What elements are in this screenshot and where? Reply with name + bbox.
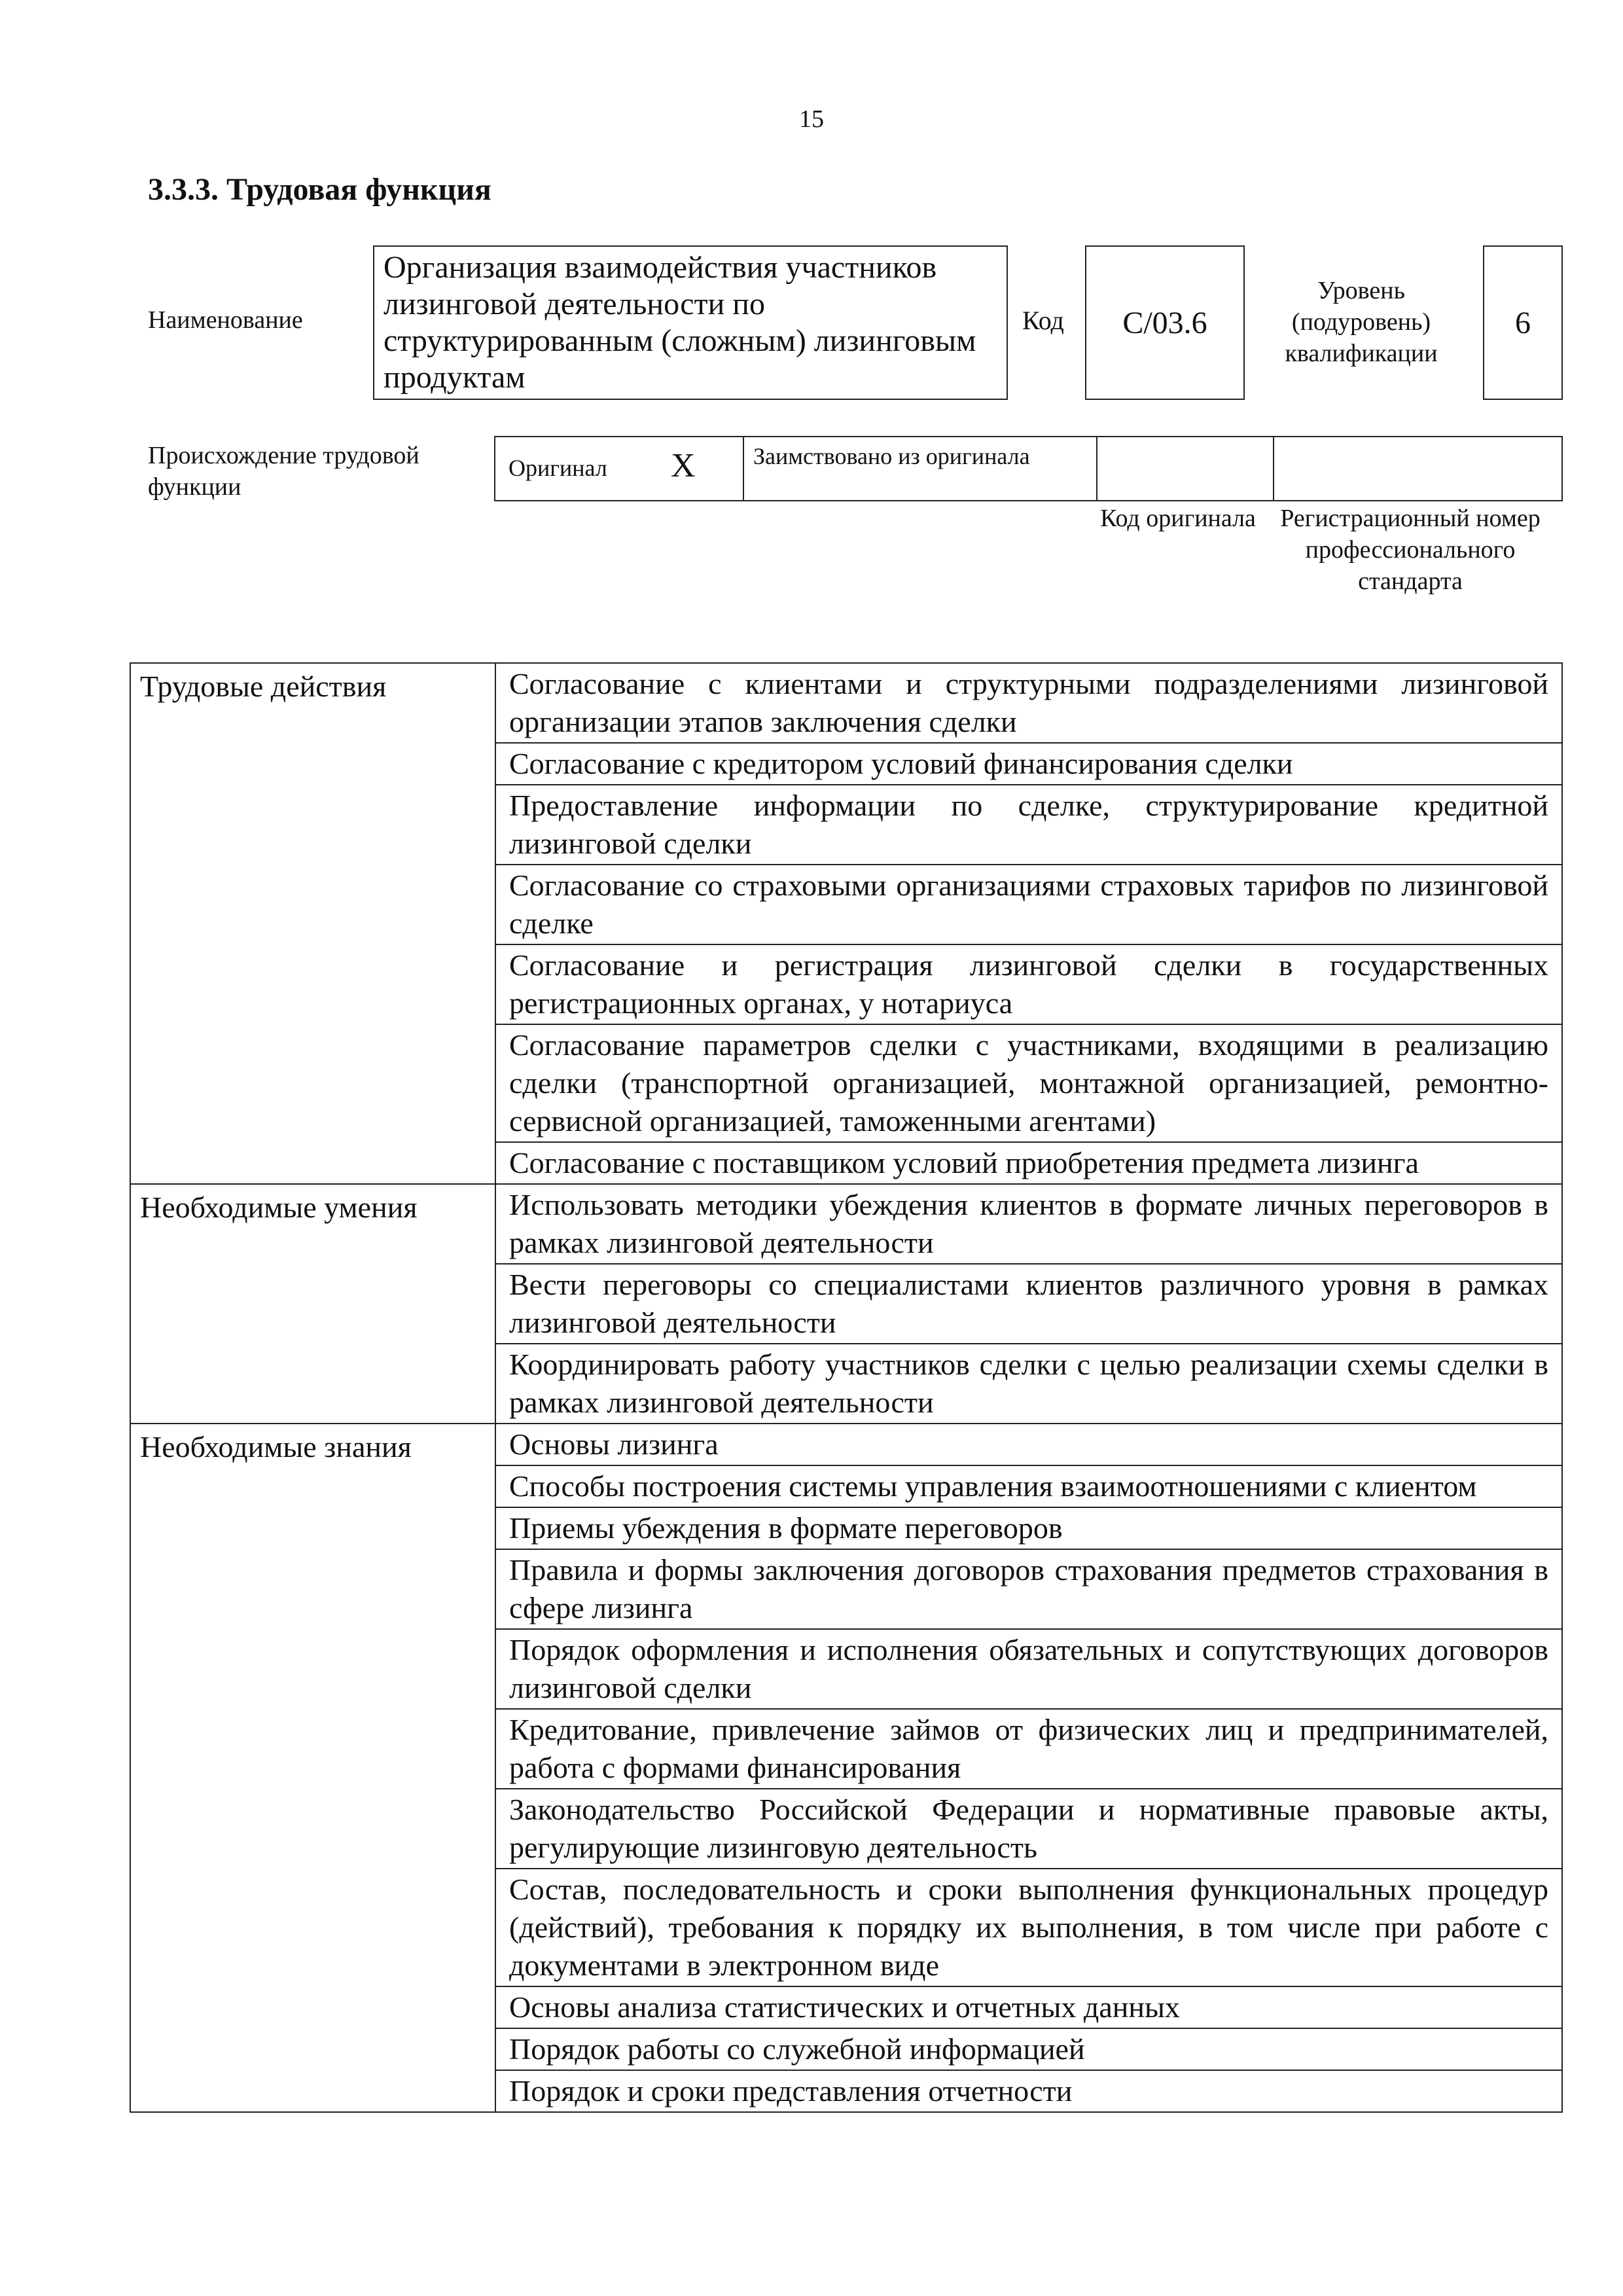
table-cell: Согласование и регистрация лизинговой сделки в государственных регистрационных органах, у нотариуса bbox=[495, 944, 1562, 1024]
origin-original-cell bbox=[495, 437, 744, 500]
table-cell: Согласование с кредитором условий финансирования сделки bbox=[495, 743, 1562, 785]
table-cell: Координировать работу участников сделки с целью реализации схемы сделки в рамках лизинговой деятельности bbox=[495, 1344, 1562, 1424]
origin-label: Происхождение трудовой функции bbox=[148, 442, 419, 501]
category-knowledge: Необходимые знания bbox=[130, 1424, 495, 2112]
table-cell: Основы лизинга bbox=[495, 1424, 1562, 1465]
table-row bbox=[130, 1424, 1562, 1465]
table-cell: Порядок оформления и исполнения обязательных и сопутствующих договоров лизинговой сделки bbox=[495, 1629, 1562, 1709]
category-skills: Необходимые умения bbox=[130, 1184, 495, 1424]
original-mark: X bbox=[671, 447, 696, 484]
table-cell: Согласование со страховыми организациями страховых тарифов по лизинговой сделке bbox=[495, 865, 1562, 944]
table-cell: Кредитование, привлечение займов от физических лиц и предпринимателей, работа с формами финансирования bbox=[495, 1709, 1562, 1789]
table-cell: Вести переговоры со специалистами клиентов различного уровня в рамках лизинговой деятельности bbox=[495, 1264, 1562, 1344]
table-cell: Законодательство Российской Федерации и нормативные правовые акты, регулирующие лизинговую деятельность bbox=[495, 1789, 1562, 1869]
level-value: 6 bbox=[1483, 245, 1563, 400]
registration-caption: Регистрационный номер профессионального стандарта bbox=[1280, 505, 1541, 595]
origin-row bbox=[494, 436, 1563, 501]
table-cell: Порядок работы со служебной информацией bbox=[495, 2028, 1562, 2070]
table-row bbox=[130, 1184, 1562, 1264]
table-row bbox=[130, 663, 1562, 743]
borrowed-label: Заимствовано из оригинала bbox=[753, 443, 1030, 469]
category-labor-actions: Трудовые действия bbox=[130, 663, 495, 1184]
table-cell: Использовать методики убеждения клиентов в формате личных переговоров в рамках лизинговой деятельности bbox=[495, 1184, 1562, 1264]
borrowed-cell bbox=[744, 437, 1097, 500]
table-cell: Порядок и сроки представления отчетности bbox=[495, 2070, 1562, 2112]
table-cell: Основы анализа статистических и отчетных данных bbox=[495, 1986, 1562, 2028]
function-name-value: Организация взаимодействия участников лизинговой деятельности по структурированным (сложным) лизинговым продуктам bbox=[373, 245, 1008, 400]
function-table bbox=[130, 662, 1563, 2113]
original-label: Оригинал bbox=[508, 455, 607, 481]
table-cell: Согласование с поставщиком условий приобретения предмета лизинга bbox=[495, 1142, 1562, 1184]
code-caption: Код оригинала bbox=[1100, 505, 1256, 532]
page-number: 15 bbox=[799, 105, 824, 133]
level-label: Уровень (подуровень) квалификации bbox=[1285, 277, 1438, 367]
table-cell: Правила и формы заключения договоров страхования предметов страхования в сфере лизинга bbox=[495, 1549, 1562, 1629]
section-title: 3.3.3. Трудовая функция bbox=[148, 172, 491, 207]
table-cell: Способы построения системы управления взаимоотношениями с клиентом bbox=[495, 1465, 1562, 1507]
table-cell: Приемы убеждения в формате переговоров bbox=[495, 1507, 1562, 1549]
code-value: С/03.6 bbox=[1085, 245, 1245, 400]
code-label: Код bbox=[1022, 306, 1064, 335]
table-cell: Предоставление информации по сделке, структурирование кредитной лизинговой сделки bbox=[495, 785, 1562, 865]
registration-number-cell bbox=[1274, 437, 1561, 500]
table-cell: Согласование параметров сделки с участниками, входящими в реализацию сделки (транспортной организацией, монтажной организацией, ремонтно-сервисной организацией, таможенными агентами) bbox=[495, 1024, 1562, 1142]
original-code-cell bbox=[1097, 437, 1274, 500]
name-label: Наименование bbox=[148, 306, 303, 334]
table-cell: Состав, последовательность и сроки выполнения функциональных процедур (действий), требования к порядку их выполнения, в том числе при работе с документами в электронном виде bbox=[495, 1869, 1562, 1986]
table-cell: Согласование с клиентами и структурными подразделениями лизинговой организации этапов заключения сделки bbox=[495, 663, 1562, 743]
